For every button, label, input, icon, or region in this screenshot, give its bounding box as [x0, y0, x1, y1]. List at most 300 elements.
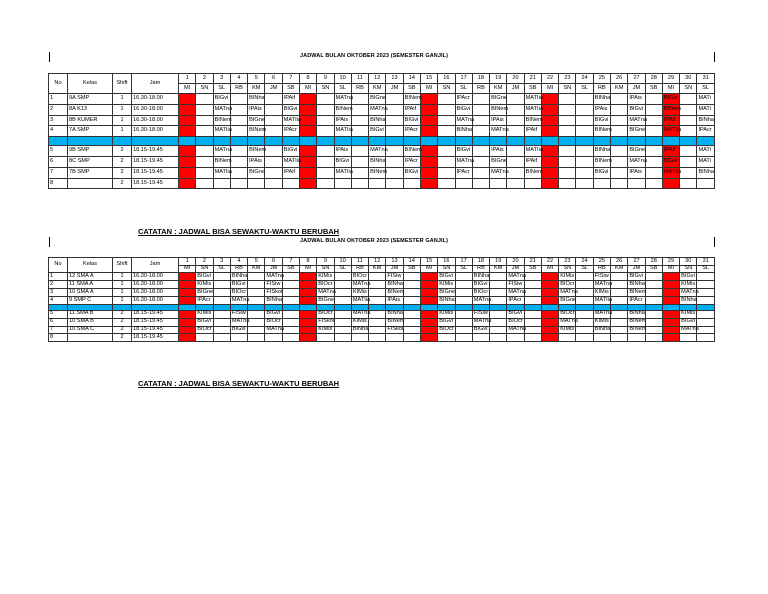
day-number: 23 [559, 258, 576, 266]
row-shift: 2 [113, 167, 132, 178]
subject-cell: MATna [266, 272, 285, 279]
day-number: 6 [265, 74, 282, 84]
subject-cell: BINem [490, 104, 507, 115]
subject-cell: BINha [594, 326, 611, 333]
subject-cell: BINem [524, 115, 541, 126]
subject-cell: BIOcr [352, 272, 368, 279]
subject-cell [645, 146, 662, 157]
subject-cell [403, 310, 420, 318]
row-shift: 1 [113, 115, 132, 126]
holiday-cell [420, 146, 437, 157]
subject-cell [213, 310, 230, 318]
subject-cell [472, 178, 489, 189]
day-number: 25 [593, 74, 610, 84]
separator-cell [351, 137, 368, 146]
subject-cell [645, 178, 662, 189]
subject-cell [507, 146, 524, 157]
subject-cell [576, 310, 593, 318]
day-number: 8 [299, 74, 316, 84]
subject-cell [317, 167, 334, 178]
subject-cell: BINha [593, 146, 610, 157]
subject-cell [351, 178, 368, 189]
subject-cell [576, 296, 593, 304]
subject-cell: MATna [266, 326, 285, 333]
holiday-cell [299, 310, 316, 318]
row-shift: 1 [113, 296, 132, 304]
subject-cell [559, 167, 576, 178]
subject-cell: BINha [697, 115, 715, 126]
subject-cell [576, 334, 593, 342]
subject-cell: MATna [455, 156, 472, 167]
subject-cell [645, 104, 662, 115]
subject-cell [680, 104, 697, 115]
row-no: 5 [49, 310, 68, 318]
subject-cell: BIGvi [507, 310, 524, 318]
subject-cell: BINha [248, 94, 265, 105]
table-row [49, 281, 715, 289]
holiday-cell [541, 281, 558, 289]
separator-cell [132, 137, 179, 146]
holiday-cell [662, 273, 679, 281]
row-jam: 18.15-19.45 [132, 178, 179, 189]
subject-cell: KIMis [681, 280, 696, 287]
subject-cell: MATna [231, 318, 250, 325]
schedule-title-2: JADWAL BULAN OKTOBER 2023 (SEMESTER GANJIL) [300, 238, 449, 244]
subject-cell: MATna [490, 126, 507, 137]
subject-cell: BIGne [248, 115, 265, 126]
row-jam: 16.30-18.00 [132, 281, 179, 289]
subject-cell: IPAcr [507, 296, 524, 304]
subject-cell: BIGne [439, 288, 456, 295]
subject-cell: BINha [387, 310, 403, 317]
subject-cell [196, 126, 213, 137]
subject-cell [611, 318, 628, 326]
day-number: 24 [576, 258, 593, 266]
subject-cell [507, 334, 524, 342]
holiday-cell [420, 326, 437, 334]
subject-cell: BIGvi [282, 146, 299, 157]
subject-cell [248, 178, 265, 189]
subject-cell [576, 273, 593, 281]
subject-cell: BINem [524, 167, 541, 178]
subject-cell [334, 273, 351, 281]
subject-cell: BIGvi [438, 318, 455, 326]
table-row [49, 310, 715, 318]
subject-cell [248, 296, 265, 304]
subject-cell: BIGvi [680, 318, 697, 326]
subject-cell: BIOcr [266, 318, 281, 325]
subject-cell: BINem [629, 318, 647, 325]
row-shift: 2 [113, 156, 132, 167]
subject-cell [351, 94, 368, 105]
day-name: SN [680, 265, 697, 273]
subject-cell [351, 146, 368, 157]
subject-cell: MATna [560, 288, 578, 295]
day-number: 15 [420, 258, 437, 266]
subject-cell: BINem [629, 288, 647, 295]
subject-cell: BIOcr [473, 288, 489, 295]
subject-cell: BINem [403, 94, 420, 105]
holiday-cell [179, 156, 196, 167]
subject-cell [196, 167, 213, 178]
subject-cell: FISkoi [266, 288, 283, 295]
subject-cell: BIOcr [560, 280, 575, 287]
subject-cell [282, 178, 299, 189]
subject-cell: BINem [213, 115, 230, 126]
subject-cell [196, 156, 213, 167]
separator-cell [334, 137, 351, 146]
subject-cell [611, 281, 628, 289]
day-number: 17 [455, 74, 472, 84]
subject-cell [680, 146, 697, 157]
holiday-cell [179, 334, 196, 342]
subject-cell [645, 288, 662, 296]
separator-cell [213, 137, 230, 146]
subject-cell [386, 146, 403, 157]
subject-cell [490, 273, 507, 281]
subject-cell [576, 104, 593, 115]
holiday-cell [420, 115, 437, 126]
margin-mark-left-1 [49, 52, 50, 62]
subject-cell [472, 104, 489, 115]
day-number: 30 [680, 74, 697, 84]
row-no: 4 [49, 296, 68, 304]
subject-cell [438, 156, 455, 167]
subject-cell [507, 115, 524, 126]
subject-cell [697, 281, 715, 289]
subject-cell: BIOcr [231, 288, 247, 295]
holiday-cell [179, 318, 196, 326]
holiday-cell [662, 281, 679, 289]
subject-cell [680, 178, 697, 189]
subject-cell: BIOcr [318, 280, 333, 287]
row-kelas: 9A SMP [68, 94, 113, 105]
subject-cell [403, 178, 420, 189]
subject-cell [611, 115, 628, 126]
separator-row [49, 137, 715, 146]
subject-cell [334, 178, 351, 189]
subject-cell: BINha [697, 167, 715, 178]
subject-cell: BINha [593, 94, 610, 105]
separator-cell [420, 137, 437, 146]
subject-cell [455, 281, 472, 289]
separator-cell [490, 137, 507, 146]
subject-cell: KIMis [318, 326, 333, 333]
subject-cell: IPAif [282, 94, 299, 105]
subject-cell [438, 167, 455, 178]
holiday-cell [299, 178, 316, 189]
day-number: 31 [697, 258, 715, 266]
row-jam: 18.15-19.45 [132, 146, 179, 157]
day-number: 13 [386, 74, 403, 84]
separator-cell [113, 137, 132, 146]
subject-cell [576, 318, 593, 326]
subject-cell [334, 326, 351, 334]
day-number: 4 [230, 74, 247, 84]
subject-cell [611, 178, 628, 189]
subject-cell: KIMis [439, 280, 454, 287]
day-number: 23 [559, 74, 576, 84]
subject-cell: KIMis [560, 272, 575, 279]
holiday-cell [299, 104, 316, 115]
day-name: RB [593, 84, 610, 94]
subject-cell [282, 273, 299, 281]
subject-cell [351, 126, 368, 137]
row-shift: 1 [113, 288, 132, 296]
row-shift: 2 [113, 310, 132, 318]
subject-cell [611, 310, 628, 318]
subject-cell: KIMis [197, 310, 212, 317]
subject-cell: BINha [352, 326, 369, 333]
subject-cell [611, 94, 628, 105]
subject-cell: IPAis [334, 115, 351, 126]
subject-cell [369, 296, 386, 304]
subject-cell [524, 326, 541, 334]
day-name: RB [351, 265, 368, 273]
subject-cell: BIGvi [593, 167, 610, 178]
day-name: SB [524, 84, 541, 94]
row-no: 6 [49, 156, 68, 167]
subject-cell: MATIia [352, 296, 371, 303]
day-number: 1 [179, 258, 196, 266]
row-shift: 2 [113, 146, 132, 157]
subject-cell [438, 115, 455, 126]
day-number: 16 [438, 74, 455, 84]
row-kelas: 11 SMA A [68, 281, 113, 289]
subject-cell [507, 156, 524, 167]
day-name: MI [662, 265, 679, 273]
subject-cell [386, 156, 403, 167]
subject-cell [490, 326, 507, 334]
subject-cell: BINem [593, 126, 610, 137]
subject-cell: IPAif [403, 104, 420, 115]
holiday-cell [179, 288, 196, 296]
subject-cell [438, 104, 455, 115]
subject-cell [559, 94, 576, 105]
subject-cell: MATIia [334, 167, 351, 178]
subject-cell [230, 94, 247, 105]
subject-cell [576, 288, 593, 296]
subject-cell [438, 94, 455, 105]
subject-cell [282, 296, 299, 304]
subject-cell [697, 310, 715, 318]
subject-cell: IPAis [628, 167, 645, 178]
subject-cell: MATna [594, 310, 613, 317]
subject-cell [351, 334, 368, 342]
subject-cell: FISiw [594, 272, 609, 279]
separator-cell [680, 137, 697, 146]
subject-cell: MATna [508, 326, 526, 333]
separator-cell [662, 137, 679, 146]
day-name: KM [611, 265, 628, 273]
holiday-cell [299, 281, 316, 289]
table-row [49, 94, 715, 105]
subject-cell [248, 334, 265, 342]
subject-cell [213, 318, 230, 326]
holiday-cell [541, 115, 558, 126]
subject-cell [472, 156, 489, 167]
table-row [49, 104, 715, 115]
day-name: KM [248, 265, 265, 273]
subject-cell: MATna [681, 288, 699, 295]
subject-cell: MATIia [524, 146, 541, 157]
day-name: SN [438, 84, 455, 94]
subject-cell [455, 178, 472, 189]
day-number: 7 [282, 258, 299, 266]
header-shift: Shift [113, 74, 132, 94]
subject-cell: BIGvi [403, 167, 420, 178]
header-no: No [49, 258, 68, 273]
subject-cell [576, 156, 593, 167]
separator-cell [697, 137, 715, 146]
subject-cell: BIGvi [438, 273, 455, 281]
holiday-cell [541, 156, 558, 167]
subject-cell: MATIia [213, 126, 230, 137]
subject-cell [507, 104, 524, 115]
day-name: SB [403, 265, 420, 273]
subject-cell [351, 104, 368, 115]
day-name: JM [386, 84, 403, 94]
holiday-cell [541, 326, 558, 334]
subject-cell [645, 156, 662, 167]
subject-cell: IPAcr [628, 296, 645, 304]
table-row [49, 288, 715, 296]
holiday-cell [420, 318, 437, 326]
row-jam: 16.30-18.00 [132, 115, 179, 126]
subject-cell [351, 115, 368, 126]
day-number: 2 [196, 258, 213, 266]
subject-cell: BIGvi [369, 126, 386, 137]
subject-cell: BIGvi [265, 310, 282, 318]
subject-cell: MATIia [524, 104, 541, 115]
subject-cell: BINem [593, 156, 610, 167]
row-kelas: 8B KUMER [68, 115, 113, 126]
holiday-cell [541, 296, 558, 304]
day-number: 1 [179, 74, 196, 84]
subject-cell: MATna [352, 280, 371, 287]
subject-cell [282, 318, 299, 326]
day-name: SL [455, 84, 472, 94]
holiday-cell [420, 273, 437, 281]
table-row [49, 115, 715, 126]
subject-cell: KIMis [352, 318, 367, 325]
subject-cell: BINha [455, 126, 472, 137]
row-jam: 16.30-18.00 [132, 296, 179, 304]
holiday-cell: MATIia [662, 167, 679, 178]
subject-cell [455, 296, 472, 304]
subject-cell [524, 318, 541, 326]
day-name: SB [645, 84, 662, 94]
day-name: SN [317, 265, 334, 273]
day-name: MI [299, 84, 316, 94]
header-no: No [49, 74, 68, 94]
subject-cell: MATIia [524, 94, 541, 105]
subject-cell [490, 296, 507, 304]
subject-cell [611, 273, 628, 281]
holiday-cell [299, 318, 316, 326]
separator-cell [559, 137, 576, 146]
holiday-cell [299, 126, 316, 137]
separator-cell [369, 137, 386, 146]
subject-cell: MATna [628, 156, 645, 167]
subject-cell: KIMis [681, 310, 696, 317]
holiday-cell [541, 104, 558, 115]
day-name: MI [420, 84, 437, 94]
subject-cell [265, 115, 282, 126]
table-row [49, 146, 715, 157]
subject-cell: MATna [318, 288, 336, 295]
row-no: 8 [49, 334, 68, 342]
subject-cell: BINha [369, 115, 386, 126]
row-shift: 2 [113, 326, 132, 334]
table-row [49, 126, 715, 137]
day-number: 21 [524, 74, 541, 84]
subject-cell [559, 156, 576, 167]
separator-cell [230, 137, 247, 146]
subject-cell: BIGvi [628, 273, 645, 281]
subject-cell [576, 281, 593, 289]
subject-cell: BIGvi [403, 115, 420, 126]
day-name: RB [593, 265, 610, 273]
subject-cell [334, 334, 351, 342]
day-name: RB [472, 84, 489, 94]
holiday-cell [662, 310, 679, 318]
day-name: JM [628, 265, 645, 273]
subject-cell: BINem [213, 156, 230, 167]
header-jam: Jam [132, 258, 179, 273]
subject-cell [403, 288, 420, 296]
subject-cell [196, 115, 213, 126]
subject-cell [507, 126, 524, 137]
header-kelas: Kelas [68, 74, 113, 94]
subject-cell [265, 126, 282, 137]
subject-cell: BINem [248, 126, 265, 137]
day-number: 11 [351, 258, 368, 266]
subject-cell: FISiw [508, 280, 523, 287]
subject-cell [611, 296, 628, 304]
day-name: JM [265, 84, 282, 94]
day-number: 15 [420, 74, 437, 84]
subject-cell: IPAis [628, 94, 645, 105]
day-name: SL [334, 84, 351, 94]
subject-cell [334, 310, 351, 318]
subject-cell [317, 146, 334, 157]
subject-cell [317, 156, 334, 167]
subject-cell [351, 156, 368, 167]
subject-cell [472, 94, 489, 105]
subject-cell [351, 167, 368, 178]
holiday-cell: BIGvi [662, 94, 679, 105]
subject-cell [490, 334, 507, 342]
holiday-cell [179, 326, 196, 334]
subject-cell [334, 288, 351, 296]
row-kelas: 8A K13 [68, 104, 113, 115]
subject-cell [455, 288, 472, 296]
subject-cell: IPAcr [403, 156, 420, 167]
separator-cell [524, 137, 541, 146]
subject-cell: BIGne [197, 288, 214, 295]
subject-cell: BIGvi [455, 104, 472, 115]
subject-cell: KIMis [560, 326, 575, 333]
subject-cell [213, 334, 230, 342]
subject-cell: BIGvi [282, 104, 299, 115]
holiday-cell [299, 167, 316, 178]
subject-cell: IPAif [282, 167, 299, 178]
subject-cell [472, 126, 489, 137]
day-number: 19 [490, 74, 507, 84]
subject-cell [438, 178, 455, 189]
holiday-cell [299, 156, 316, 167]
